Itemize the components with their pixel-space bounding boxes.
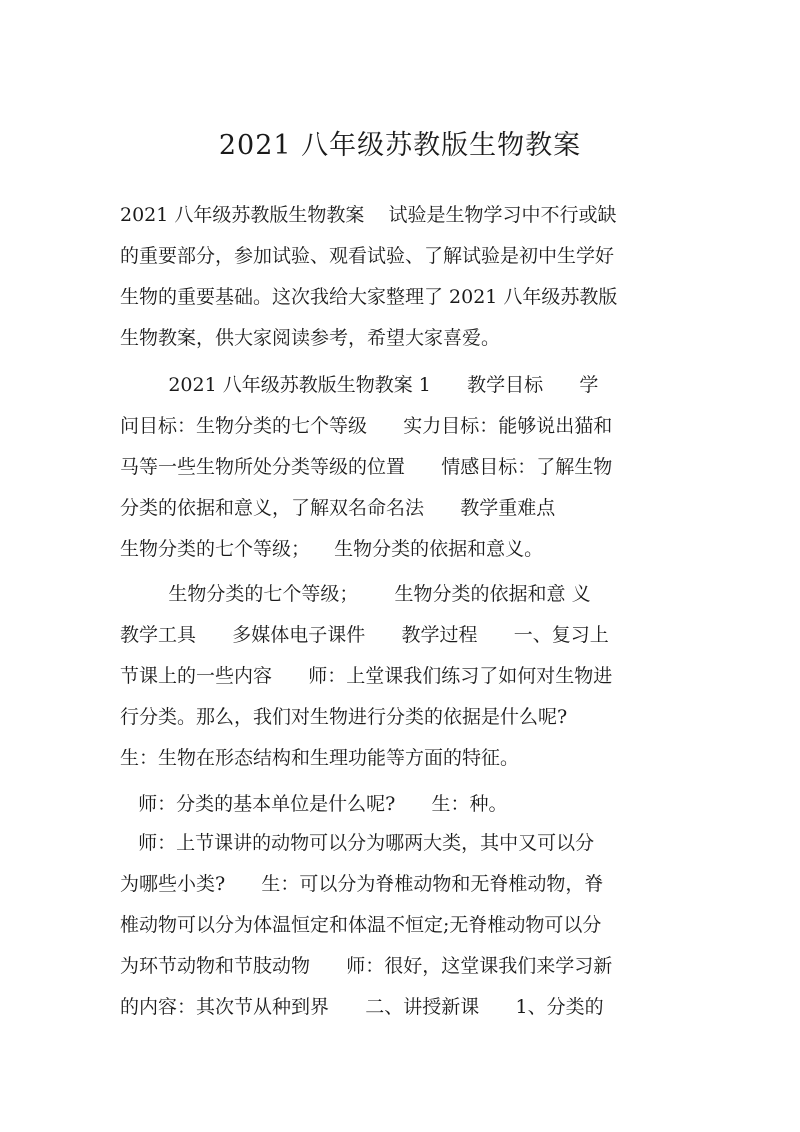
paragraph-line: 的重要部分，参加试验、观看试验、了解试验是初中生学好 <box>120 245 615 267</box>
paragraph-line: 为哪些小类? 生：可以分为脊椎动物和无脊椎动物，脊 <box>120 873 604 895</box>
paragraph-line: 生物分类的七个等级； 生物分类的依据和意义。 <box>120 538 544 560</box>
paragraph-line: 分类的依据和意义，了解双名命名法 教学重难点 <box>120 497 556 519</box>
paragraph-line: 教学工具 多媒体电子课件 教学过程 一、复习上 <box>120 624 609 646</box>
paragraph-line: 生物的重要基础。这次我给大家整理了 2021 八年级苏教版 <box>120 286 618 308</box>
paragraph-line: 生物教案，供大家阅读参考，希望大家喜爱。 <box>120 327 501 349</box>
paragraph-line: 马等一些生物所处分类等级的位置 情感目标：了解生物 <box>120 456 613 478</box>
paragraph-line: 椎动物可以分为体温恒定和体温不恒定;无脊椎动物可以分 <box>120 914 602 936</box>
paragraph-line: 生：生物在形态结构和生理功能等方面的特征。 <box>120 747 520 769</box>
paragraph-line: 师：分类的基本单位是什么呢? 生：种。 <box>120 793 508 815</box>
paragraph-line: 2021 八年级苏教版生物教案 1 教学目标 学 <box>120 374 599 396</box>
paragraph-line: 2021 八年级苏教版生物教案 试验是生物学习中不行或缺 <box>120 204 617 226</box>
paragraph-line: 的内容：其次节从种到界 二、讲授新课 1、分类的 <box>120 996 604 1018</box>
paragraph-line: 为环节动物和节肢动物 师：很好，这堂课我们来学习新 <box>120 955 613 977</box>
paragraph-line: 师：上节课讲的动物可以分为哪两大类，其中又可以分 <box>120 832 595 854</box>
paragraph-line: 节课上的一些内容 师：上堂课我们练习了如何对生物进 <box>120 665 613 687</box>
paragraph-line: 生物分类的七个等级； 生物分类的依据和意 义 <box>120 583 591 605</box>
document-title: 2021 八年级苏教版生物教案 <box>218 130 582 161</box>
paragraph-line: 行分类。那么，我们对生物进行分类的依据是什么呢? <box>120 706 568 728</box>
paragraph-line: 问目标：生物分类的七个等级 实力目标：能够说出猫和 <box>120 415 613 437</box>
